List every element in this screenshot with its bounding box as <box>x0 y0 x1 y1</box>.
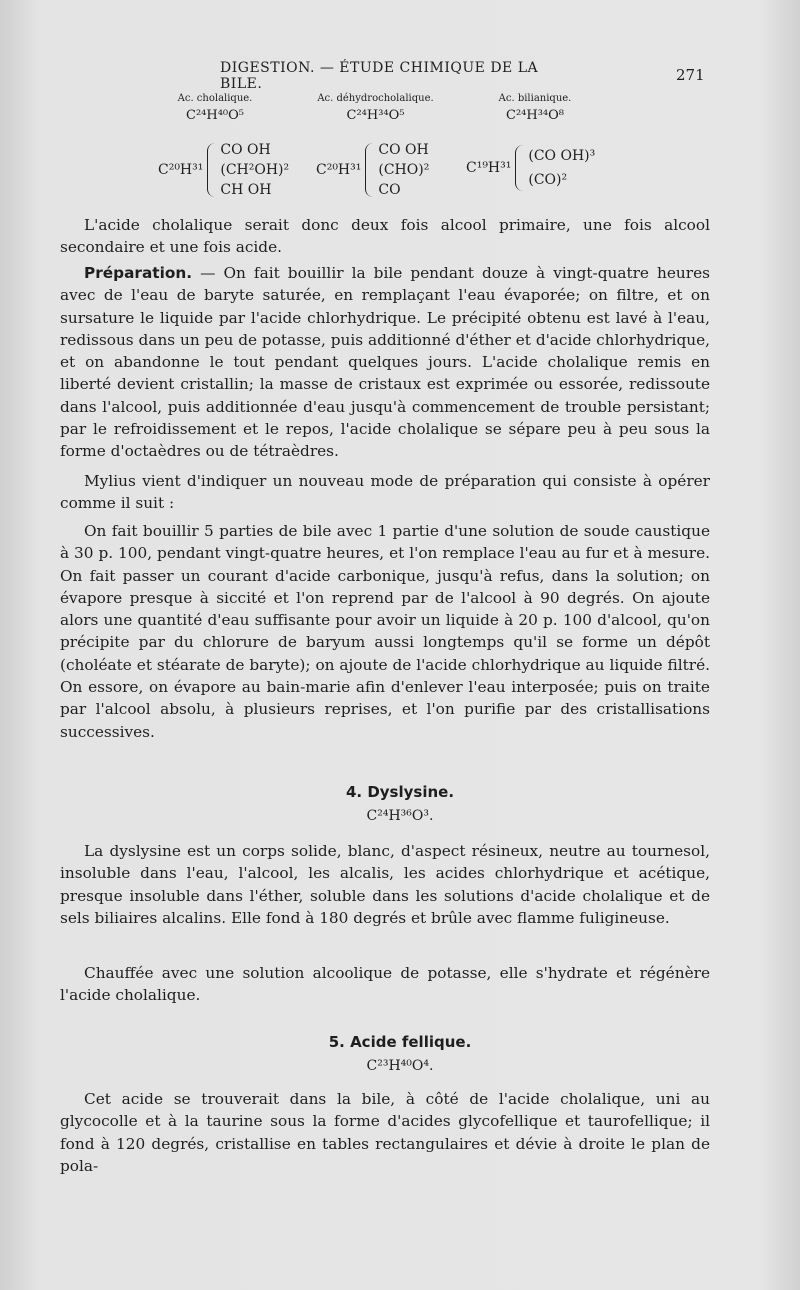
section-heading-dyslysine: 4. Dyslysine. <box>345 783 455 801</box>
formula-column-cholalic <box>160 93 270 123</box>
formula-label: Ac. bilianique. <box>498 93 572 104</box>
structure-line: (CO)² <box>528 172 568 188</box>
structure-line: CH OH <box>220 182 272 198</box>
structure-bilianic <box>466 144 595 192</box>
structure-cholalic <box>158 140 289 200</box>
paragraph-dyslysine-hydration: Chauffée avec une solution alcoolique de potasse, elle s'hydrate et régénère l'acide cholalique. <box>60 964 710 1005</box>
brace <box>207 143 216 197</box>
structure-base: C²⁰H³¹ <box>158 162 204 178</box>
formula-label: Ac. cholalique. <box>177 93 253 104</box>
structure-line: CO OH <box>220 142 271 158</box>
structure-dehydrocholalic <box>316 140 429 200</box>
raw-formula: C²⁴H³⁴O⁵ <box>346 108 405 123</box>
formula-column-bilianic <box>480 93 590 123</box>
raw-formula: C²⁴H⁴⁰O⁵ <box>186 108 244 123</box>
paragraph-preparation <box>60 262 710 463</box>
structure-line: (CO OH)³ <box>528 148 596 164</box>
structure-line: CO <box>378 182 401 198</box>
formula-column-dehydrocholalic <box>308 93 443 123</box>
page-number: 271 <box>676 66 705 84</box>
section-heading-fellic-acid: 5. Acide fellique. <box>328 1033 472 1051</box>
brace <box>515 145 524 191</box>
paragraph-lead: Préparation. <box>84 264 193 282</box>
raw-formula: C²⁴H³⁴O⁸ <box>506 108 564 123</box>
paragraph-dyslysine: La dyslysine est un corps solide, blanc, d'aspect résineux, neutre au tournesol, insoluble dans l'eau, l'alcool, les alcalis, les acides chlorhydrique et acétique, presque insoluble dans l'éther, soluble dans les solutions d'acide cholalique et de sels biliaires alcalins. Elle fond à 180 degrés et brûle avec flamme fuligineuse. <box>60 842 710 927</box>
structure-line: CO OH <box>378 142 429 158</box>
paragraph-fellic-acid: Cet acide se trouverait dans la bile, à côté de l'acide cholalique, uni au glycocolle et à la taurine sous la forme d'acides glycofellique et taurofellique; il fond à 120 degrés, cristallise en tables rectangulaires et dévie à droite le plan de pola- <box>60 1090 710 1175</box>
section-formula-dyslysine: C²⁴H³⁶O³. <box>366 808 434 824</box>
formula-label: Ac. déhydrocholalique. <box>317 93 434 104</box>
structure-base: C¹⁹H³¹ <box>466 160 512 176</box>
brace <box>365 143 374 197</box>
paragraph-body: — On fait bouillir la bile pendant douze à vingt-quatre heures avec de l'eau de baryte saturée, en remplaçant l'eau évaporée; on filtre, et on sursature le liquide par l'acide chlorhydrique. Le précipité obtenu est lavé à l'eau, redissous dans un peu de potasse, puis additionné d'éther et d'acide chlorhydrique, et on abandonne le tout pendant quelques jours. L'acide cholalique remis en liberté devient cristallin; la masse de cristaux est exprimée ou essorée, redissoute dans l'alcool, puis additionnée d'eau jusqu'à commencement de trouble persistant; par le refroidissement et le repos, l'acide cholalique se sépare peu à peu sous la forme d'octaèdres ou de tétraèdres. <box>60 264 710 461</box>
paragraph-procedure: On fait bouillir 5 parties de bile avec 1 partie d'une solution de soude caustique à 30 p. 100, pendant vingt-quatre heures, et l'on remplace l'eau au fur et à mesure. On fait passer un courant d'acide carbonique, jusqu'à refus, dans la solution; on évapore presque à siccité et l'on reprend par de l'alcool à 90 degrés. On ajoute alors une quantité d'eau suffisante pour avoir un liquide à 20 p. 100 d'alcool, qu'on précipite par du chlorure de baryum aussi longtemps qu'il se forme un dépôt (choléate et stéarate de baryte); on ajoute de l'acide chlorhydrique au liquide filtré. On essore, on évapore au bain-marie afin d'enlever l'eau interposée; puis on traite par l'alcool absolu, à plusieurs reprises, et l'on purifie par des cristallisations successives. <box>60 522 710 741</box>
section-formula-fellic-acid: C²³H⁴⁰O⁴. <box>366 1058 434 1074</box>
structure-line: (CH²OH)² <box>220 162 290 178</box>
structure-base: C²⁰H³¹ <box>316 162 362 178</box>
running-title: DIGESTION. — ÉTUDE CHIMIQUE DE LA BILE. <box>220 60 539 92</box>
structure-line: (CHO)² <box>378 162 430 178</box>
paragraph-mylius: Mylius vient d'indiquer un nouveau mode de préparation qui consiste à opérer comme il suit : <box>60 472 710 513</box>
paragraph-conclusion: L'acide cholalique serait donc deux fois alcool primaire, une fois alcool secondaire et une fois acide. <box>60 216 710 257</box>
